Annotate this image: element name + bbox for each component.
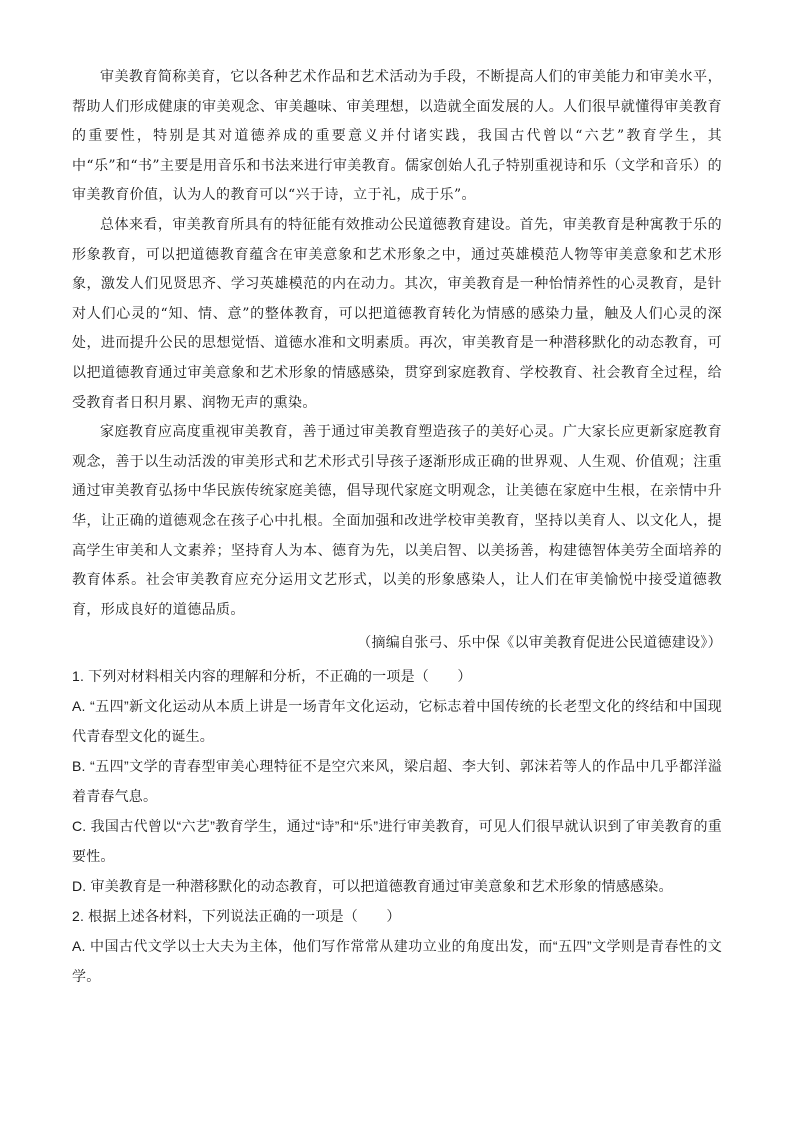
question-1-option-b: B. “五四”文学的青春型审美心理特征不是空穴来风，梁启超、李大钊、郭沫若等人的作品中几乎都洋溢着青春气息。 <box>72 757 722 804</box>
question-2-stem: 2. 根据上述各材料，下列说法正确的一项是（ ） <box>72 907 401 924</box>
question-1-stem: 1. 下列对材料相关内容的理解和分析，不正确的一项是（ ） <box>72 667 472 684</box>
passage-paragraph-2: 总体来看，审美教育所具有的特征能有效推动公民道德教育建设。首先，审美教育是种寓教于乐的形象教育，可以把道德教育蕴含在审美意象和艺术形象之中，通过英雄模范人物等审美意象和艺术形象，激发人们见贤思齐、学习英雄模范的内在动力。其次，审美教育是一种怡情养性的心灵教育，是针对人们心灵的“知、情、意”的整体教育，可以把道德教育转化为情感的感染力量，触及人们心灵的深处，进而提升公民的思想觉悟、道德水准和文明素质。再次，审美教育是一种潜移默化的动态教育，可以把道德教育通过审美意象和艺术形象的情感感染，贯穿到家庭教育、学校教育、社会教育全过程，给受教育者日积月累、润物无声的熏染。 <box>72 216 722 411</box>
passage-paragraph-3: 家庭教育应高度重视审美教育，善于通过审美教育塑造孩子的美好心灵。广大家长应更新家庭教育观念，善于以生动活泼的审美形式和艺术形式引导孩子逐渐形成正确的世界观、人生观、价值观；注重通过审美教育弘扬中华民族传统家庭美德，倡导现代家庭文明观念，让美德在家庭中生根，在亲情中升华，让正确的道德观念在孩子心中扎根。全面加强和改进学校审美教育，坚持以美育人、以文化人，提高学生审美和人文素养；坚持育人为本、德育为先，以美启智、以美扬善，构建德智体美劳全面培养的教育体系。社会审美教育应充分运用文艺形式，以美的形象感染人，让人们在审美愉悦中接受道德教育，形成良好的道德品质。 <box>72 424 722 618</box>
passage-source: （摘编自张弓、乐中保《以审美教育促进公民道德建设》） <box>357 635 722 652</box>
page-content <box>72 60 722 991</box>
question-1-option-a: A. “五四”新文化运动从本质上讲是一场青年文化运动，它标志着中国传统的长老型文化的终结和中国现代青春型文化的诞生。 <box>72 697 722 744</box>
passage-paragraph-1: 审美教育简称美育，它以各种艺术作品和艺术活动为手段，不断提高人们的审美能力和审美水平，帮助人们形成健康的审美观念、审美趣味、审美理想，以造就全面发展的人。人们很早就懂得审美教育的重要性，特别是其对道德养成的重要意义并付诸实践，我国古代曾以“六艺”教育学生，其中“乐”和“书”主要是用音乐和书法来进行审美教育。儒家创始人孔子特别重视诗和乐（文学和音乐）的审美教育价值，认为人的教育可以“兴于诗，立于礼，成于乐”。 <box>72 69 722 204</box>
question-1-option-d: D. 审美教育是一种潜移默化的动态教育，可以把道德教育通过审美意象和艺术形象的情感感染。 <box>72 877 673 894</box>
question-2-option-a: A. 中国古代文学以士大夫为主体，他们写作常常从建功立业的角度出发，而“五四”文学则是青春性的文学。 <box>72 937 722 984</box>
question-1-option-c: C. 我国古代曾以“六艺”教育学生，通过“诗”和“乐”进行审美教育，可见人们很早就认识到了审美教育的重要性。 <box>72 817 722 864</box>
